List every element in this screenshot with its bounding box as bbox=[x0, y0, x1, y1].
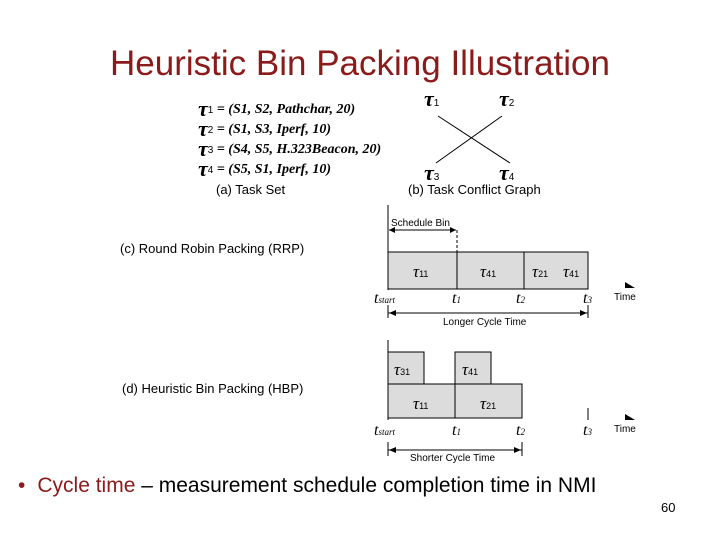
task-tuple: = (S1, S3, Iperf, 10) bbox=[216, 122, 331, 137]
graph-node-tau4: τ4 bbox=[499, 160, 515, 185]
hbp-tick-t3: t3 bbox=[583, 422, 592, 439]
graph-node-tau1: τ1 bbox=[424, 86, 440, 111]
tau-symbol: τ bbox=[198, 156, 208, 181]
rrp-time-label: Time bbox=[614, 292, 636, 303]
rrp-cell-tau41: τ41 bbox=[480, 262, 497, 281]
hbp-time-label: Time bbox=[614, 424, 636, 435]
rrp-tick-t2: t2 bbox=[516, 290, 525, 307]
rrp-tick-tstart: tstart bbox=[374, 290, 395, 307]
task-set-caption: (a) Task Set bbox=[216, 182, 286, 197]
rrp-cell-tau21: τ21 bbox=[532, 262, 549, 281]
hbp-tick-t1: t1 bbox=[452, 422, 461, 439]
page-number: 60 bbox=[661, 500, 676, 515]
time-arrow-head bbox=[625, 414, 635, 420]
hbp-tick-t2: t2 bbox=[516, 422, 525, 439]
rrp-cell-tau11: τ11 bbox=[413, 262, 429, 281]
rrp-caption: (c) Round Robin Packing (RRP) bbox=[120, 241, 305, 256]
task-tuple: = (S1, S2, Pathchar, 20) bbox=[216, 102, 356, 117]
bullet-term: Cycle time bbox=[37, 474, 136, 497]
bullet-point bbox=[18, 474, 596, 498]
task-tuple: = (S4, S5, H.323Beacon, 20) bbox=[216, 142, 382, 157]
conflict-graph-caption: (b) Task Conflict Graph bbox=[408, 182, 541, 197]
rrp-cell-tau41-second: τ41 bbox=[563, 262, 580, 281]
hbp-cell-tau11: τ11 bbox=[413, 394, 429, 413]
arrow-head-left bbox=[389, 447, 396, 453]
bullet-text: – measurement schedule completion time in NMI bbox=[135, 474, 597, 497]
tau-symbol: τ bbox=[198, 116, 208, 141]
longer-cycle-label: Longer Cycle Time bbox=[443, 317, 527, 328]
task-index: 1 bbox=[207, 105, 214, 116]
task-tuple: = (S5, S1, Iperf, 10) bbox=[216, 162, 331, 177]
graph-node-tau2: τ2 bbox=[499, 86, 515, 111]
tau-symbol: τ bbox=[198, 96, 208, 121]
task-index: 4 bbox=[207, 165, 214, 176]
bullet-dot: • bbox=[18, 474, 26, 497]
hbp-cell-tau31: τ31 bbox=[394, 360, 411, 379]
rrp-tick-t3: t3 bbox=[583, 290, 592, 307]
hbp-caption: (d) Heuristic Bin Packing (HBP) bbox=[122, 381, 304, 396]
schedule-bin-label: Schedule Bin bbox=[391, 218, 450, 229]
hbp-tick-tstart: tstart bbox=[374, 422, 395, 439]
slide-title: Heuristic Bin Packing Illustration bbox=[110, 44, 610, 83]
arrow-head-right bbox=[514, 447, 521, 453]
shorter-cycle-label: Shorter Cycle Time bbox=[410, 453, 496, 464]
task-index: 3 bbox=[207, 145, 214, 156]
hbp-cell-tau41: τ41 bbox=[462, 360, 479, 379]
rrp-tick-t1: t1 bbox=[452, 290, 461, 307]
tau-symbol: τ bbox=[198, 136, 208, 161]
hbp-cell-tau21: τ21 bbox=[480, 394, 497, 413]
graph-node-tau3: τ3 bbox=[424, 160, 440, 185]
task-index: 2 bbox=[207, 125, 214, 136]
